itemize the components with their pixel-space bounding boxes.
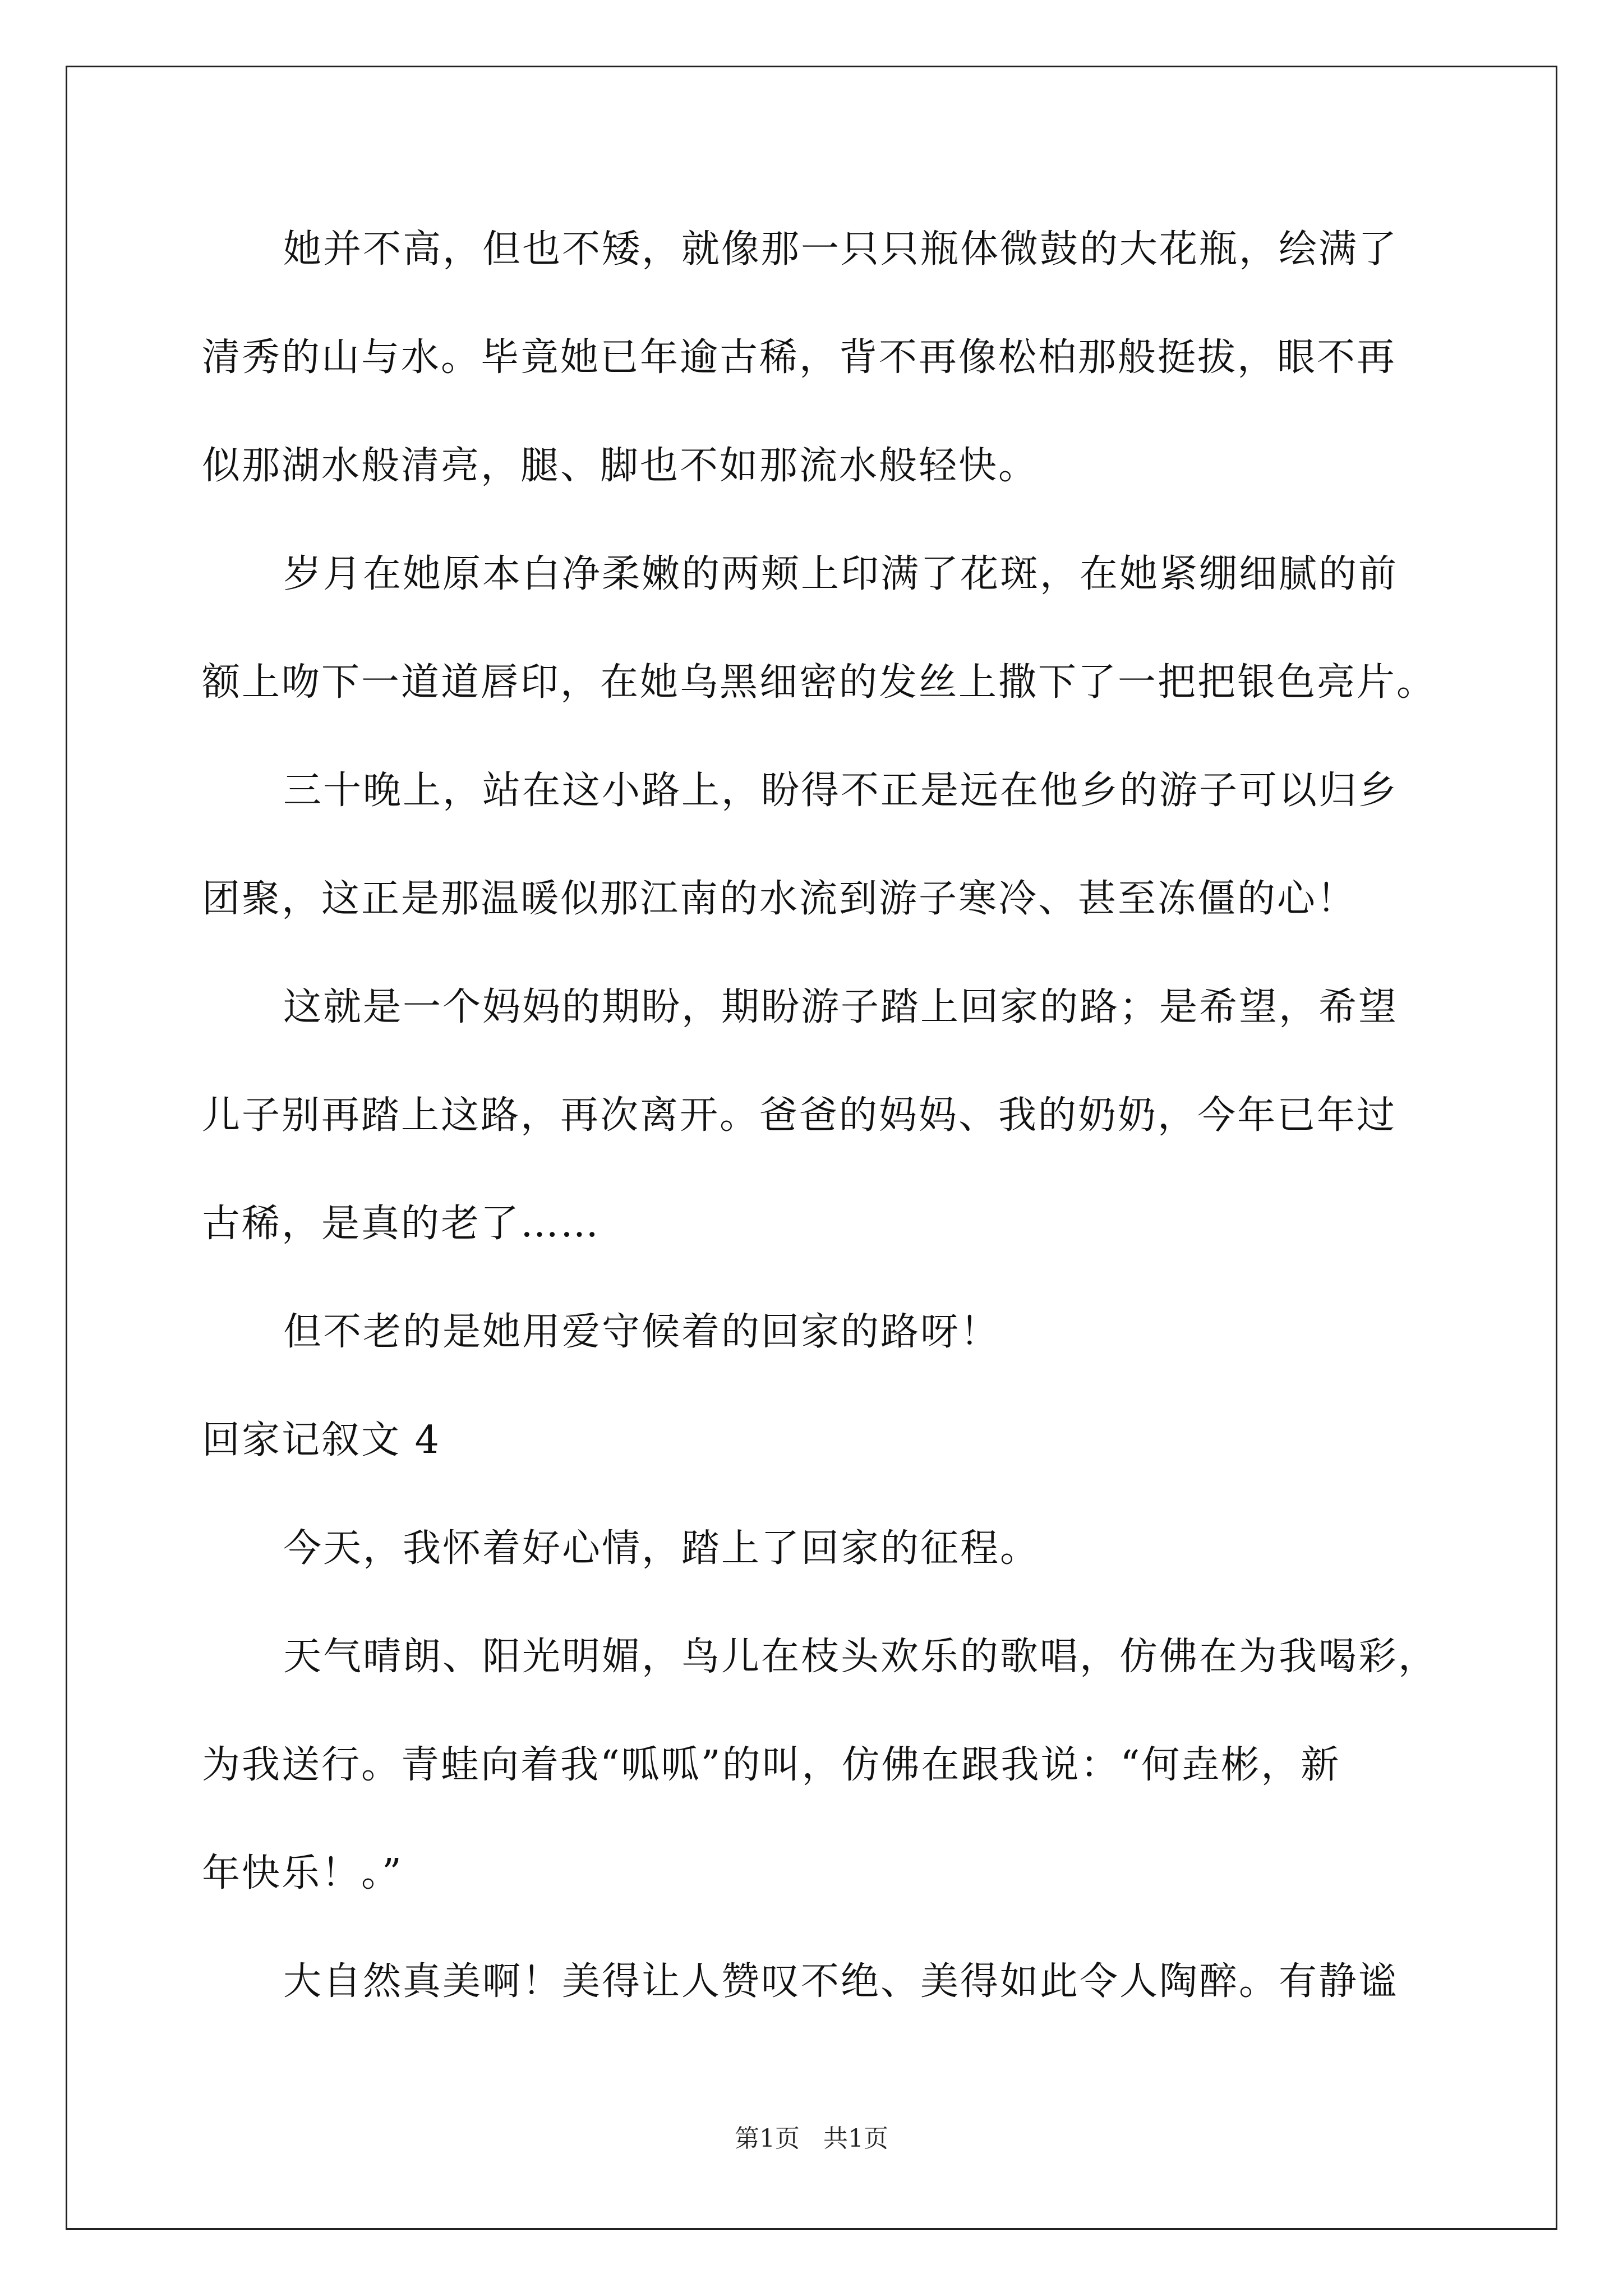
paragraph-line: 为我送行。青蛙向着我“呱呱”的叫，仿佛在跟我说：“何垚彬，新 <box>202 1743 1341 1787</box>
paragraph-line: 团聚，这正是那温暖似那江南的水流到游子寒冷、甚至冻僵的心！ <box>202 877 1357 921</box>
paragraph-line: 儿子别再踏上这路，再次离开。爸爸的妈妈、我的奶奶，今年已年过 <box>202 1093 1397 1138</box>
paragraph-line: 这就是一个妈妈的期盼，期盼游子踏上回家的路；是希望，希望 <box>283 985 1399 1029</box>
page-footer: 第1页 共1页 <box>735 2124 888 2153</box>
page-border <box>66 66 1557 2230</box>
paragraph-line: 大自然真美啊！美得让人赞叹不绝、美得如此令人陶醉。有静谧 <box>283 1959 1399 2004</box>
paragraph-line: 岁月在她原本白净柔嫩的两颊上印满了花斑，在她紧绷细腻的前 <box>283 552 1399 596</box>
paragraph-line: 天气晴朗、阳光明媚，鸟儿在枝头欢乐的歌唱，仿佛在为我喝彩， <box>283 1635 1438 1679</box>
paragraph-line: 额上吻下一道道唇印，在她乌黑细密的发丝上撒下了一把把银色亮片。 <box>202 660 1437 705</box>
paragraph-line: 古稀，是真的老了…… <box>202 1202 601 1246</box>
paragraph-line: 三十晚上，站在这小路上，盼得不正是远在他乡的游子可以归乡 <box>283 769 1399 813</box>
section-heading: 回家记叙文 4 <box>202 1418 441 1462</box>
paragraph-line: 清秀的山与水。毕竟她已年逾古稀，背不再像松柏那般挺拔，眼不再 <box>202 335 1397 380</box>
paragraph-line: 似那湖水般清亮，腿、脚也不如那流水般轻快。 <box>202 444 1039 488</box>
paragraph-line: 她并不高，但也不矮，就像那一只只瓶体微鼓的大花瓶，绘满了 <box>283 227 1399 272</box>
paragraph-line: 但不老的是她用爱守候着的回家的路呀！ <box>283 1310 1000 1354</box>
paragraph-line: 今天，我怀着好心情，踏上了回家的征程。 <box>283 1526 1040 1571</box>
paragraph-line: 年快乐！。” <box>202 1851 403 1895</box>
